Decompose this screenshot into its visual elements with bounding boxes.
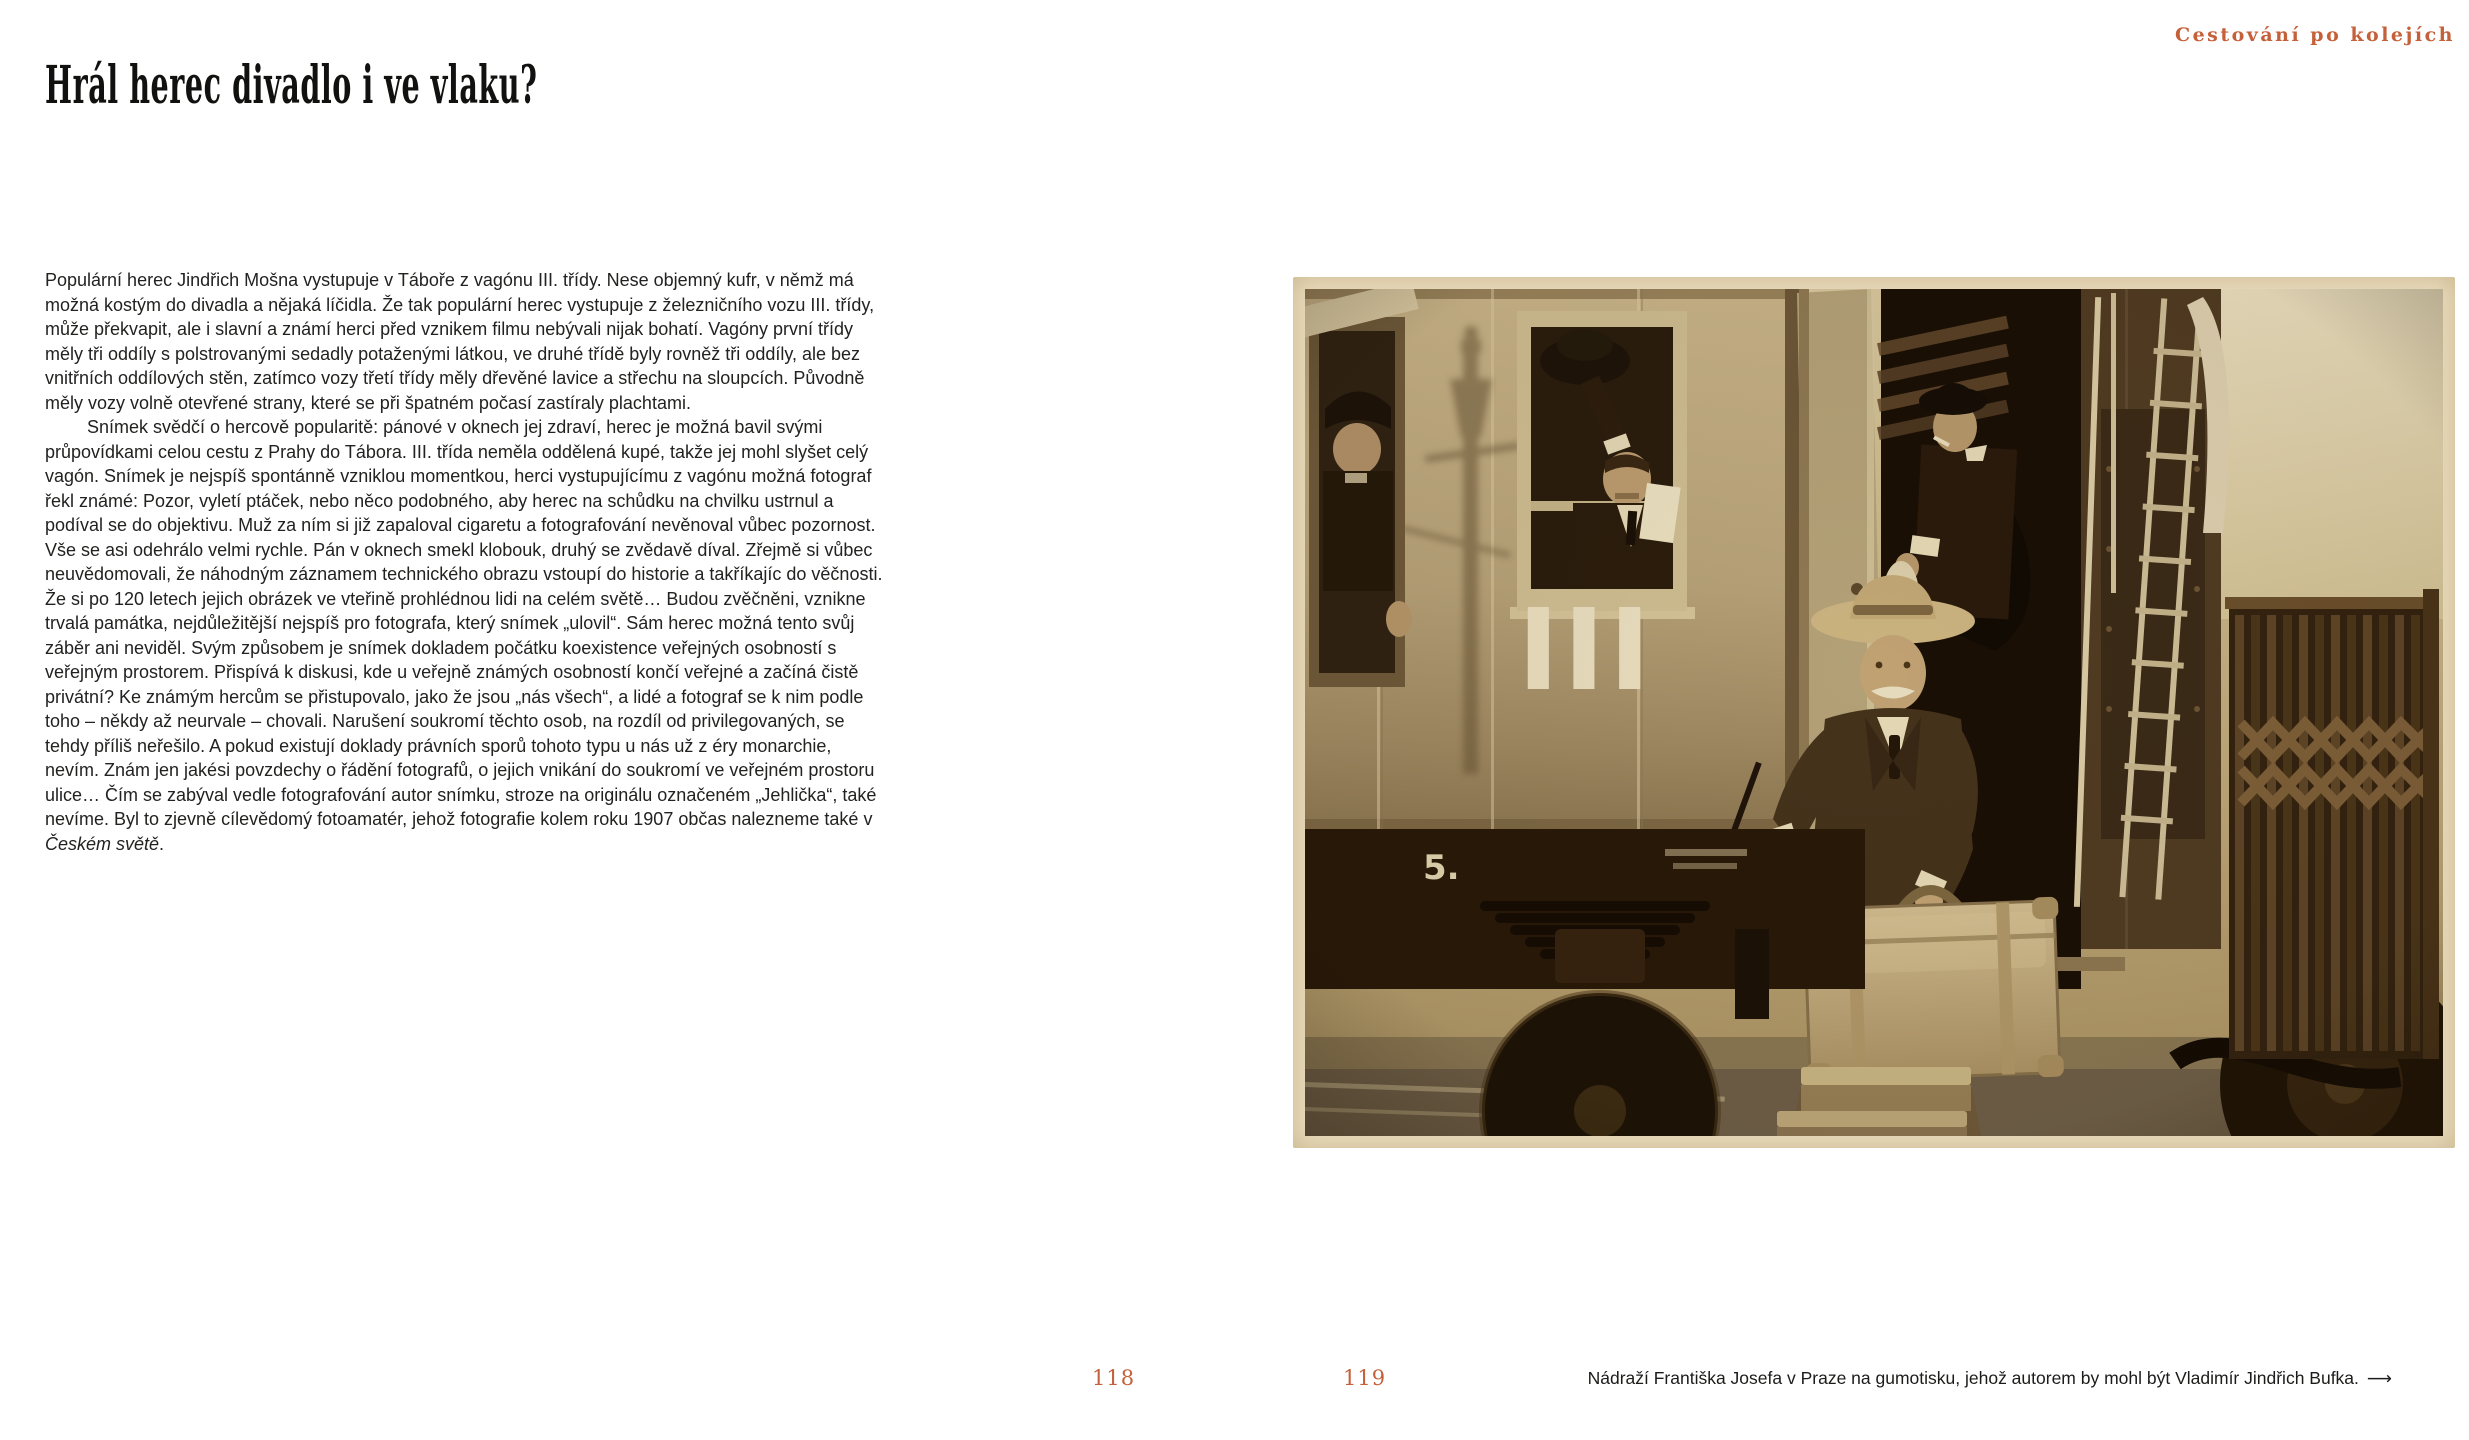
photo bbox=[1305, 289, 2443, 1136]
article-text bbox=[45, 268, 883, 856]
page-number-left: 118 bbox=[1092, 1366, 1136, 1390]
paragraph-2-main: Snímek svědčí o hercově popularitě: pánové v oknech jej zdraví, herec je možná bavil svými průpovídkami celou cestu z Prahy do Tábora. III. třída neměla oddělená kupé, takže jej mohl slyšet celý vagón. Snímek je nejspíš spontánně vzniklou momentkou, herci vystupujícímu z vagónu možná fotograf řekl známé: Pozor, vyletí ptáček, nebo něco podobného, aby herec na schůdku na chvilku ustrnul a podíval se do objektivu. Muž za ním si již zapaloval cigaretu a fotografování nevěnoval vůbec pozornost. Vše se asi odehrálo velmi rychle. Pán v oknech smekl klobouk, druhý se zvědavě díval. Zřejmě si vůbec neuvědomovali, že náhodným záznamem technického obrazu vstoupí do historie a takříkajíc do věčnosti. Že si po 120 letech jejich obrázek ve vteřině prohlédnou lidi na celém světě… Budou zvěčněni, vznikne trvalá památka, nejdůležitější nejspíš pro fotografa, který snímek „ulovil“. Sám herec možná tento svůj záběr ani neviděl. Svým způsobem je snímek dokladem počátku koexistence veřejných osobností s veřejným prostorem. Přispívá k diskusi, kde u veřejně známých osobností končí veřejné a začíná čistě privátní? Ke známým hercům se přistupovalo, jako že jsou „nás všech“, a lidé a fotograf se k nim podle toho – někdy až neurvale – chovali. Narušení soukromí těchto osob, na rozdíl od privilegovaných, se tehdy příliš neřešilo. A pokud existují doklady právních sporů tohoto typu u nás už z éry monarchie, nevím. Znám jen jakési povzdechy o řádění fotografů, o jejich vnikání do soukromí ve veřejném prostoru ulice… Čím se zabýval vedle fotografování autor snímku, stroze na originálu označeném „Jehlička“, také nevíme. Byl to zjevně cílevědomý fotoamatér, jehož fotografie kolem roku 1907 občas nalezneme také v bbox=[45, 417, 883, 829]
page-number-right: 119 bbox=[1343, 1366, 1387, 1390]
train-photo-illustration bbox=[1305, 289, 2443, 1136]
right-arrow-icon: ⟶ bbox=[2366, 1369, 2392, 1389]
paragraph-2-tail: . bbox=[159, 833, 165, 854]
article-paragraph-1: Populární herec Jindřich Mošna vystupuje v Táboře z vagónu III. třídy. Nese objemný kufr, v němž má možná kostým do divadla a nějaká líčidla. Že tak populární herec vystupuje z železničního vozu III. třídy, může překvapit, ale i slavní a známí herci před vznikem filmu nebývali nijak bohatí. Vagóny první třídy měly tři oddíly s polstrovanými sedadly potaženými látkou, ve druhé třídě byly rovněž tři oddíly, ale bez vnitřních oddílových stěn, zatímco vozy třetí třídy měly dřevěné lavice a střechu na sloupcích. Původně měly vozy volně otevřené strany, které se při špatném počasí zastíraly plachtami. bbox=[45, 270, 875, 413]
vignette bbox=[1305, 289, 2443, 1136]
article-paragraph-2 bbox=[45, 415, 883, 856]
photo-caption bbox=[1588, 1368, 2392, 1389]
paragraph-2-italic-title: Českém světě bbox=[45, 833, 160, 854]
photo-frame bbox=[1293, 277, 2455, 1148]
page-title: Hrál herec divadlo i ve vlaku? bbox=[45, 54, 538, 116]
photo-caption-text: Nádraží Františka Josefa v Praze na gumotisku, jehož autorem by mohl být Vladimír Jindřich Bufka. bbox=[1587, 1368, 2359, 1388]
section-label: Cestování po kolejích bbox=[2174, 24, 2455, 46]
